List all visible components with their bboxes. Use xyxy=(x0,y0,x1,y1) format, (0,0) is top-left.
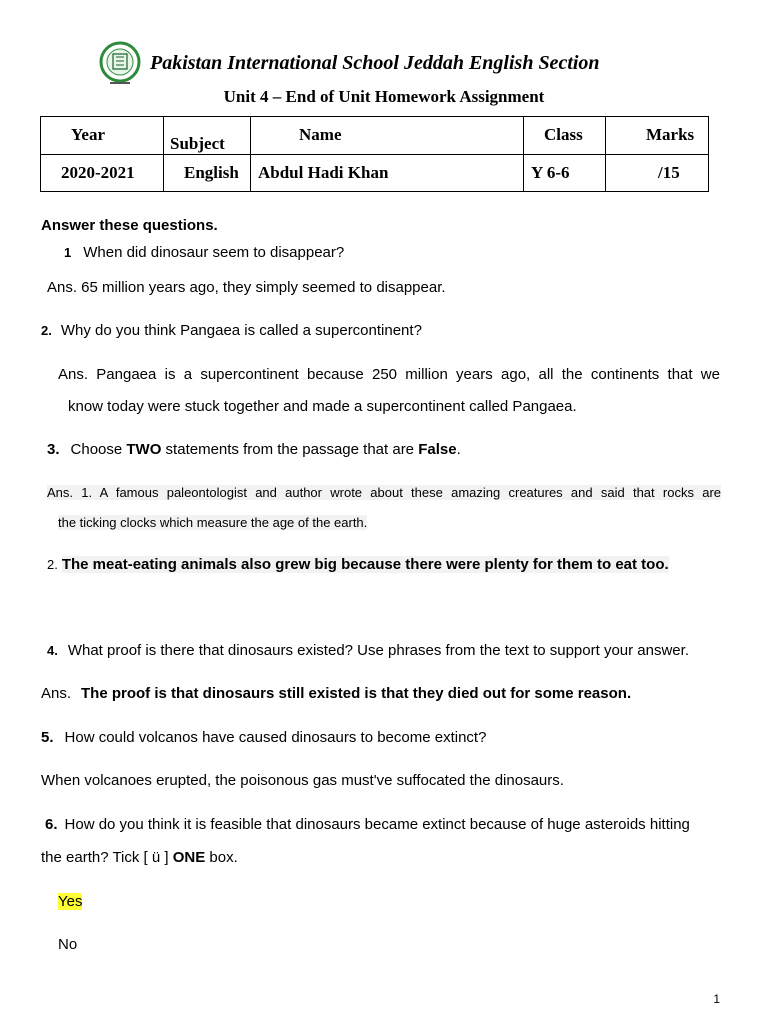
emphasis-false: False xyxy=(418,441,457,458)
question-text: statements from the passage that are xyxy=(161,441,419,458)
student-info-table xyxy=(40,116,709,192)
school-logo xyxy=(96,40,144,88)
header-class: Class xyxy=(544,125,583,144)
question-text: What proof is there that dinosaurs existed? Use phrases from the text to support your answer. xyxy=(67,642,689,659)
answer-text: The meat-eating animals also grew big because there were plenty for them to eat too. xyxy=(61,556,669,573)
instructions: Answer these questions. xyxy=(41,217,218,234)
assignment-title: Unit 4 – End of Unit Homework Assignment xyxy=(223,87,545,106)
question-4 xyxy=(47,642,689,659)
answer-5: When volcanoes erupted, the poisonous gas must've suffocated the dinosaurs. xyxy=(41,772,564,789)
question-text: How do you think it is feasible that dinosaurs became extinct because of huge asteroids hitting xyxy=(64,816,690,833)
question-text: Choose xyxy=(70,441,127,458)
question-text: . xyxy=(456,441,461,458)
page-number: 1 xyxy=(713,992,720,1006)
table-row xyxy=(41,117,709,155)
question-text: How could volcanos have caused dinosaurs to become extinct? xyxy=(64,729,487,746)
answer-1: Ans. 65 million years ago, they simply seemed to disappear. xyxy=(47,279,446,296)
answer-3-2 xyxy=(47,556,669,573)
school-name: Pakistan International School Jeddah English Section xyxy=(150,52,600,74)
answer-3-1-line-2: the ticking clocks which measure the age of the earth. xyxy=(58,515,368,530)
answer-4 xyxy=(41,685,631,702)
value-subject: English xyxy=(184,163,239,182)
option-yes: Yes xyxy=(58,893,83,910)
answer-number: 2. xyxy=(47,557,58,572)
question-6-line-2 xyxy=(41,849,238,866)
value-class: Y 6-6 xyxy=(531,163,570,182)
question-1 xyxy=(64,244,344,261)
table-row xyxy=(41,155,709,192)
header-year: Year xyxy=(71,125,105,144)
question-6-line-1 xyxy=(45,816,690,833)
question-text: box. xyxy=(205,849,238,866)
option-no: No xyxy=(58,936,78,953)
question-text: the earth? Tick [ ü ] xyxy=(41,849,173,866)
emphasis-two: TWO xyxy=(126,441,162,458)
emphasis-one: ONE xyxy=(172,849,206,866)
header-marks: Marks xyxy=(646,125,695,144)
question-number: 3. xyxy=(47,441,60,458)
value-year: 2020-2021 xyxy=(61,163,135,182)
question-3 xyxy=(47,441,461,458)
question-text: When did dinosaur seem to disappear? xyxy=(83,244,345,261)
value-marks: /15 xyxy=(658,163,680,182)
question-text: Why do you think Pangaea is called a supercontinent? xyxy=(60,322,422,339)
answer-2-line-2: know today were stuck together and made a supercontinent called Pangaea. xyxy=(68,398,577,415)
answer-3-1-line-1: Ans. 1. A famous paleontologist and author wrote about these amazing creatures and said that rocks are xyxy=(47,485,721,500)
question-number: 4. xyxy=(47,643,58,658)
answer-text: The proof is that dinosaurs still existed is that they died out for some reason. xyxy=(81,685,632,702)
question-number: 1 xyxy=(64,245,72,260)
value-name: Abdul Hadi Khan xyxy=(258,163,389,182)
header-name: Name xyxy=(299,125,342,144)
answer-2-line-1: Ans. Pangaea is a supercontinent because 250 million years ago, all the continents that we xyxy=(58,366,720,383)
question-number: 5. xyxy=(41,729,54,746)
question-2 xyxy=(41,322,422,339)
header-subject: Subject xyxy=(170,134,225,153)
question-5 xyxy=(41,729,486,746)
question-number: 2. xyxy=(41,323,52,338)
answer-label: Ans. xyxy=(41,685,72,702)
question-number: 6. xyxy=(45,816,58,833)
